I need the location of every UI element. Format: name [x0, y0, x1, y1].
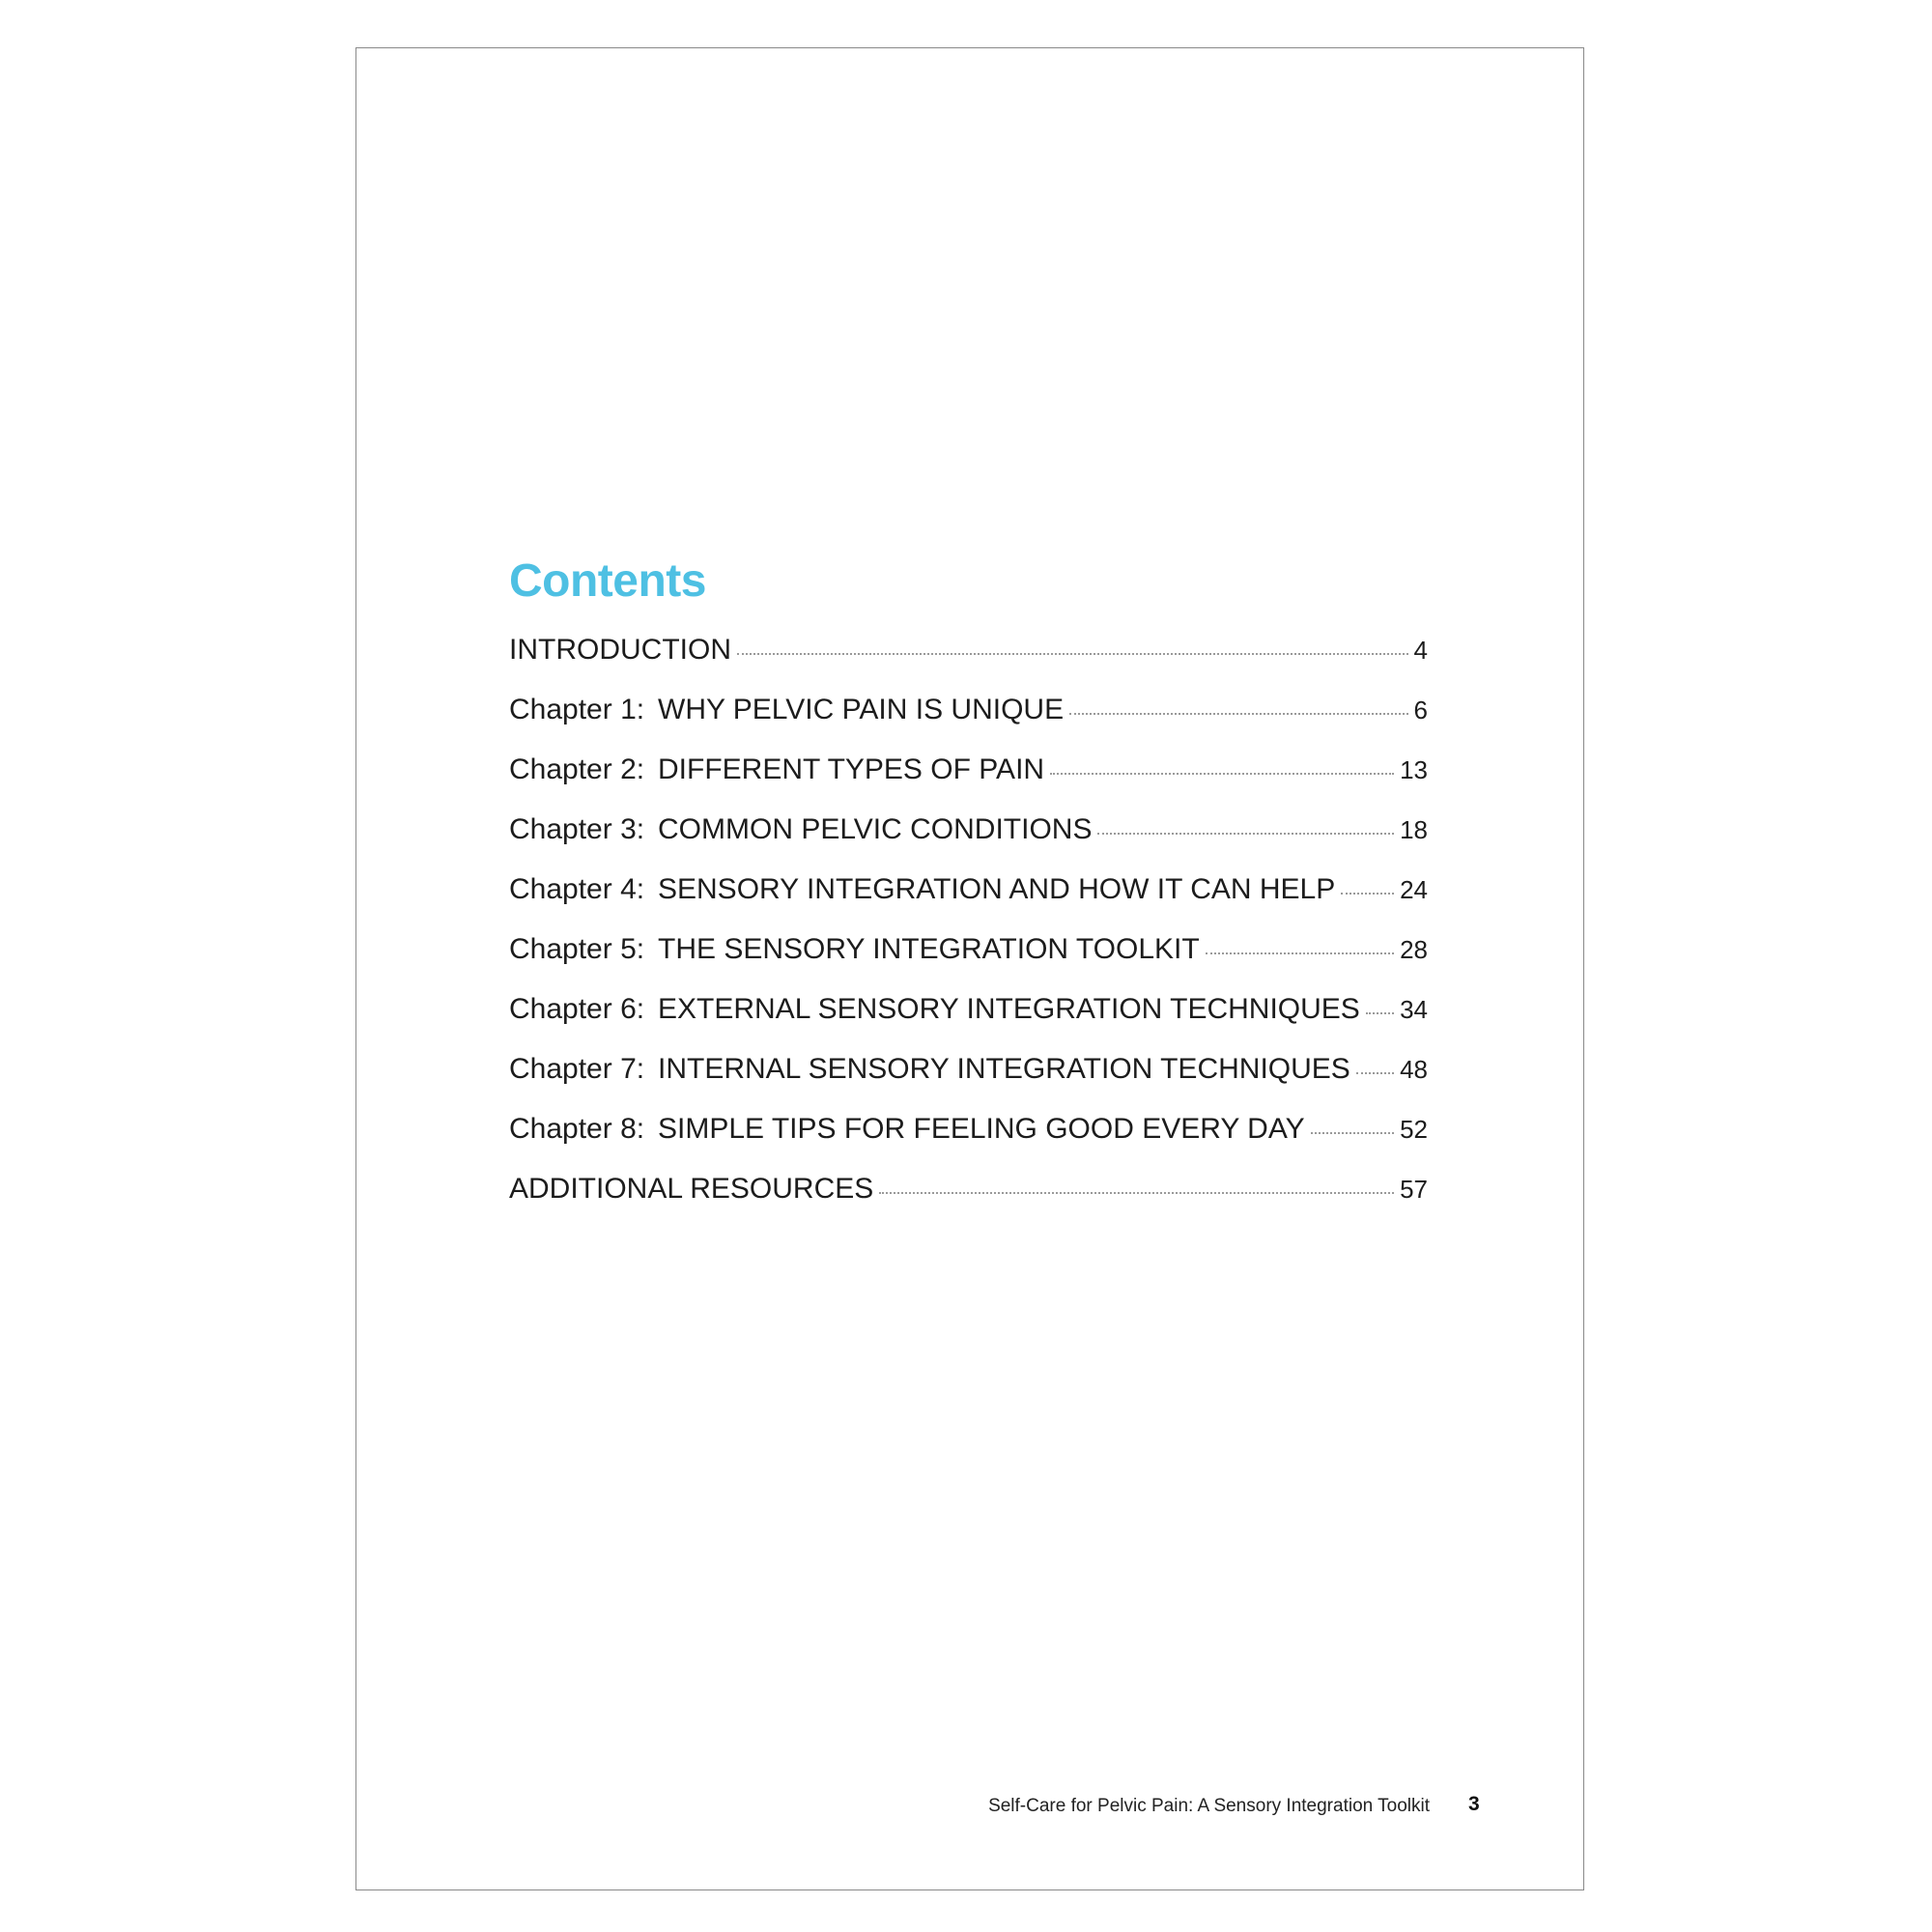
toc-chapter-label: Chapter 5: — [509, 933, 645, 965]
toc-heading: EXTERNAL SENSORY INTEGRATION TECHNIQUES — [658, 993, 1360, 1025]
toc-heading: THE SENSORY INTEGRATION TOOLKIT — [658, 933, 1200, 965]
toc-entry — [509, 980, 1428, 1039]
toc-page-number: 28 — [1400, 935, 1428, 964]
toc-chapter-label: Chapter 1: — [509, 694, 645, 725]
toc-heading: COMMON PELVIC CONDITIONS — [658, 813, 1093, 845]
toc-chapter-label: Chapter 8: — [509, 1113, 645, 1145]
toc-entry — [509, 680, 1428, 740]
toc-entry — [509, 860, 1428, 920]
toc-chapter-label: Chapter 7: — [509, 1053, 645, 1085]
toc-heading: INTERNAL SENSORY INTEGRATION TECHNIQUES — [658, 1053, 1350, 1085]
toc-page-number: 24 — [1400, 875, 1428, 904]
toc-dot-leader — [1356, 1072, 1394, 1074]
toc-chapter-label: Chapter 3: — [509, 813, 645, 845]
toc-page-number: 6 — [1413, 696, 1428, 724]
toc-title: Contents — [509, 555, 706, 607]
toc-entry — [509, 1039, 1428, 1099]
toc-dot-leader — [1341, 893, 1394, 895]
toc-page-number: 57 — [1400, 1175, 1428, 1204]
toc-entry — [509, 1159, 1428, 1219]
toc-dot-leader — [1097, 833, 1394, 835]
toc-page-number: 48 — [1400, 1055, 1428, 1084]
toc-page-number: 52 — [1400, 1115, 1428, 1144]
toc-dot-leader — [1366, 1012, 1394, 1014]
toc-heading: SIMPLE TIPS FOR FEELING GOOD EVERY DAY — [658, 1113, 1305, 1145]
toc-entry — [509, 740, 1428, 800]
footer-book-title: Self-Care for Pelvic Pain: A Sensory Integration Toolkit — [988, 1796, 1430, 1816]
toc-heading: WHY PELVIC PAIN IS UNIQUE — [658, 694, 1065, 725]
toc-entry — [509, 920, 1428, 980]
toc-dot-leader — [1069, 713, 1407, 715]
toc-entry — [509, 800, 1428, 860]
footer-page-number: 3 — [1468, 1793, 1480, 1815]
toc-page-number: 34 — [1400, 995, 1428, 1024]
toc-dot-leader — [737, 653, 1408, 655]
toc-heading: INTRODUCTION — [509, 634, 731, 666]
toc-dot-leader — [1311, 1132, 1394, 1134]
toc-heading: SENSORY INTEGRATION AND HOW IT CAN HELP — [658, 873, 1336, 905]
toc-page-number: 18 — [1400, 815, 1428, 844]
toc-entry — [509, 1099, 1428, 1159]
toc-entry — [509, 620, 1428, 680]
toc-dot-leader — [1206, 952, 1394, 954]
toc-heading: ADDITIONAL RESOURCES — [509, 1173, 874, 1205]
toc-chapter-label: Chapter 6: — [509, 993, 645, 1025]
toc-page-number: 13 — [1400, 755, 1428, 784]
toc-list — [509, 620, 1428, 1219]
toc-dot-leader — [1050, 773, 1394, 775]
toc-heading: DIFFERENT TYPES OF PAIN — [658, 753, 1045, 785]
toc-chapter-label: Chapter 2: — [509, 753, 645, 785]
toc-page-number: 4 — [1413, 636, 1428, 665]
toc-chapter-label: Chapter 4: — [509, 873, 645, 905]
toc-dot-leader — [879, 1192, 1394, 1194]
